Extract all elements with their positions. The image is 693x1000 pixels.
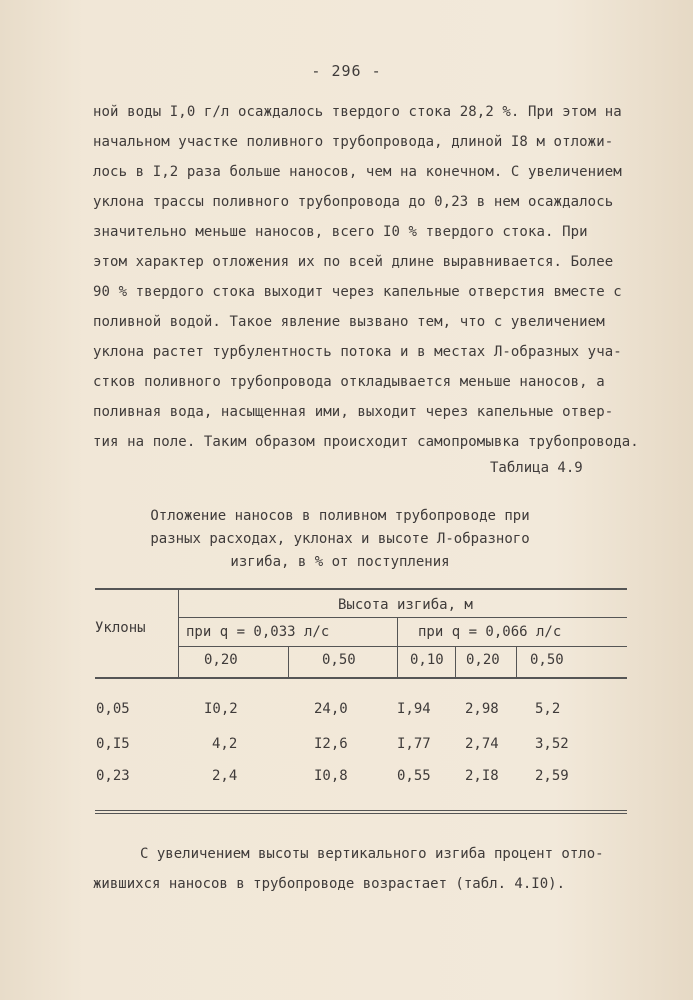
table-cell: I2,6: [314, 736, 348, 752]
paragraph-line: лось в I,2 раза больше наносов, чем на конечном. С увеличением: [93, 164, 622, 180]
paragraph-line: уклона растет турбулентность потока и в местах Л-образных уча-: [93, 344, 622, 360]
following-text-line: С увеличением высоты вертикального изгиба процент отло-: [140, 846, 604, 862]
table-header-flow: при q = 0,066 л/с: [418, 624, 562, 640]
table-vertical-line: [455, 646, 456, 677]
paragraph-line: поливной водой. Такое явление вызвано тем, что с увеличением: [93, 314, 605, 330]
table-header-divider: [178, 617, 627, 618]
table-header-height: Высота изгиба, м: [338, 597, 473, 613]
table-cell: 3,52: [535, 736, 569, 752]
page-number: - 296 -: [311, 62, 382, 80]
table-bottom-rule: [95, 813, 627, 814]
paragraph-line: тия на поле. Таким образом происходит самопромывка трубопровода.: [93, 434, 639, 450]
table-cell-slope: 0,23: [96, 768, 130, 784]
caption-line: Отложение наносов в поливном трубопроводе при: [150, 508, 530, 524]
table-header-bottom-rule: [95, 677, 627, 679]
table-cell: 5,2: [535, 701, 561, 717]
paragraph-line: стков поливного трубопровода откладывается меньше наносов, а: [93, 374, 605, 390]
table-cell: I0,8: [314, 768, 348, 784]
table-header-height-value: 0,20: [466, 652, 500, 668]
caption-line: разных расходах, уклонах и высоте Л-образного: [150, 531, 530, 547]
following-text-line: жившихся наносов в трубопроводе возрастает (табл. 4.I0).: [93, 876, 566, 892]
table-cell-slope: 0,05: [96, 701, 130, 717]
table-number: Таблица 4.9: [490, 460, 583, 476]
table-bottom-rule: [95, 810, 627, 811]
paragraph-line: начальном участке поливного трубопровода, длиной I8 м отложи-: [93, 134, 614, 150]
table-header-height-value: 0,10: [410, 652, 444, 668]
paragraph-line: уклона трассы поливного трубопровода до 0,23 в нем осаждалось: [93, 194, 614, 210]
table-cell: I0,2: [204, 701, 238, 717]
table-vertical-line: [397, 617, 398, 677]
table-header-height-value: 0,50: [322, 652, 356, 668]
table-vertical-line: [178, 590, 179, 677]
table-header-divider: [178, 646, 627, 647]
table-header-height-value: 0,20: [204, 652, 238, 668]
table-cell: I,77: [397, 736, 431, 752]
table-header-height-value: 0,50: [530, 652, 564, 668]
paragraph-line: 90 % твердого стока выходит через капельные отверстия вместе с: [93, 284, 622, 300]
table-cell: 2,59: [535, 768, 569, 784]
table-vertical-line: [288, 646, 289, 677]
table-vertical-line: [516, 646, 517, 677]
table-cell: 0,55: [397, 768, 431, 784]
paragraph-line: значительно меньше наносов, всего I0 % твердого стока. При: [93, 224, 588, 240]
table-header-flow: при q = 0,033 л/с: [186, 624, 330, 640]
table-header-slope: Уклоны: [95, 620, 146, 636]
caption-line: изгиба, в % от поступления: [230, 554, 450, 570]
table-cell: 24,0: [314, 701, 348, 717]
table-cell: 2,4: [212, 768, 238, 784]
table-caption: [100, 505, 580, 574]
paragraph-line: поливная вода, насыщенная ими, выходит через капельные отвер-: [93, 404, 614, 420]
body-paragraph: [93, 97, 638, 457]
table-cell: 2,74: [465, 736, 499, 752]
paragraph-line: ной воды I,0 г/л осаждалось твердого стока 28,2 %. При этом на: [93, 104, 622, 120]
paragraph-line: этом характер отложения их по всей длине выравнивается. Более: [93, 254, 614, 270]
table-cell: 2,I8: [465, 768, 499, 784]
table-cell: 2,98: [465, 701, 499, 717]
table-cell: I,94: [397, 701, 431, 717]
table-cell-slope: 0,I5: [96, 736, 130, 752]
table-top-rule: [95, 588, 627, 590]
table-cell: 4,2: [212, 736, 238, 752]
